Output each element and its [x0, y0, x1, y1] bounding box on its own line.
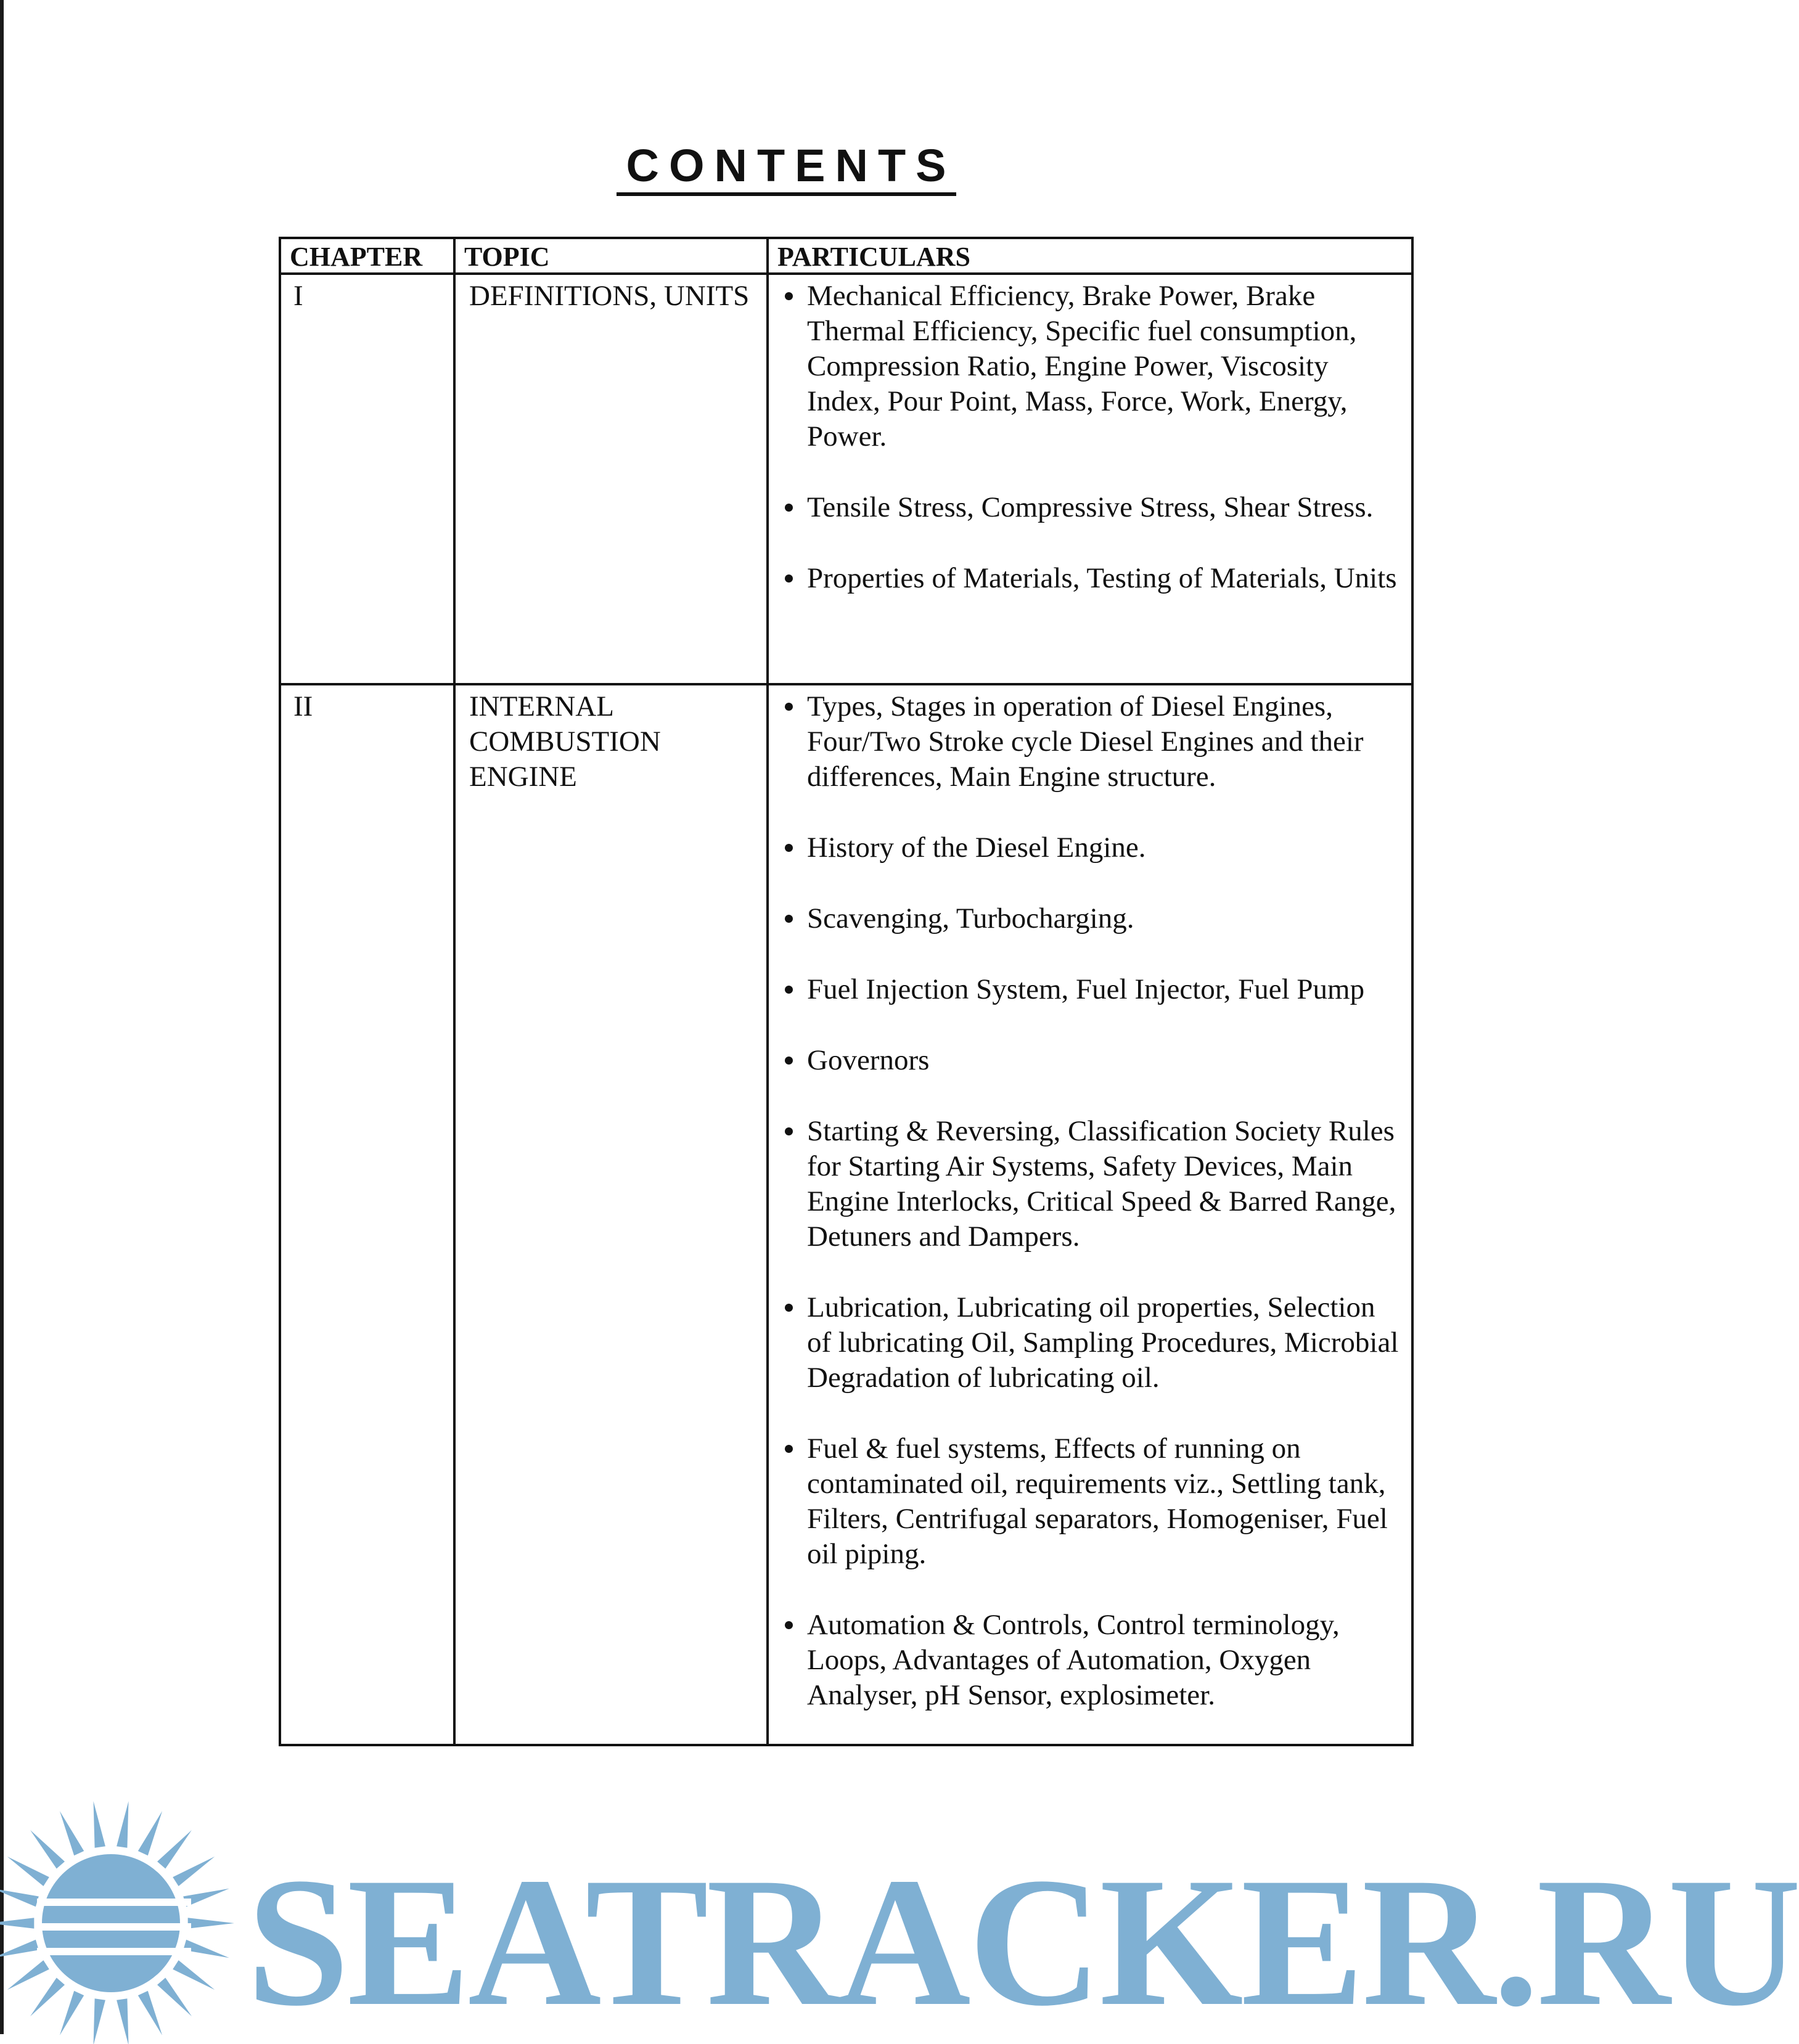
bullet-icon [785, 1445, 793, 1453]
list-item-text: Mechanical Efficiency, Brake Power, Brake Thermal Efficiency, Specific fuel consumption, Compression Ratio, Engine Power, Viscosity Index, Pour Point, Mass, Force, Work, Energy, Power. [807, 280, 1357, 452]
scan-edge [0, 0, 4, 2034]
list-item [781, 901, 1403, 936]
list-item-text: Fuel Injection System, Fuel Injector, Fuel Pump [807, 973, 1365, 1005]
page-title-text: CONTENTS [617, 143, 956, 196]
list-item-text: Automation & Controls, Control terminology, Loops, Advantages of Automation, Oxygen Analyser, pH Sensor, explosimeter. [807, 1609, 1340, 1711]
list-item-text: Properties of Materials, Testing of Materials, Units [807, 562, 1397, 594]
sun-ray [0, 1918, 34, 1928]
sun-ray [60, 1811, 84, 1855]
sun-ray [0, 1940, 39, 1958]
list-item [781, 561, 1403, 596]
particulars-list [781, 689, 1403, 1713]
sun-ray [30, 1978, 65, 2017]
sun-ray [7, 1960, 49, 1990]
bullet-icon [785, 844, 793, 852]
page-title [0, 140, 1572, 196]
sun-ray [30, 1830, 65, 1869]
sun-ray [60, 1991, 84, 2035]
list-item [781, 1431, 1403, 1572]
sun-ray [117, 1801, 128, 1848]
list-item [781, 1114, 1403, 1254]
bullet-icon [785, 703, 793, 711]
sun-ray [138, 1811, 162, 1855]
bullet-icon [785, 1621, 793, 1629]
bullet-icon [785, 1057, 793, 1065]
sun-ray [157, 1978, 192, 2017]
sun-icon [0, 1801, 234, 2044]
list-item [781, 972, 1403, 1007]
list-item [781, 1043, 1403, 1078]
chapter-cell: I [280, 274, 454, 684]
list-item-text: Starting & Reversing, Classification Society Rules for Starting Air Systems, Safety Devices, Main Engine Interlocks, Critical Speed & Barred Range, Detuners and Dampers. [807, 1115, 1396, 1253]
list-item [781, 490, 1403, 525]
header-chapter: CHAPTER [280, 238, 454, 274]
bullet-icon [785, 574, 793, 583]
table-header-row [280, 238, 1412, 274]
header-particulars: PARTICULARS [768, 238, 1412, 274]
bullet-icon [785, 1304, 793, 1312]
list-item [781, 1608, 1403, 1713]
topic-cell: DEFINITIONS, UNITS [454, 274, 768, 684]
sun-ray [117, 1998, 128, 2044]
particulars-cell [768, 274, 1412, 684]
sun-ray [94, 1998, 105, 2044]
table-row [280, 684, 1412, 1745]
list-item-text: History of the Diesel Engine. [807, 832, 1146, 864]
list-item [781, 689, 1403, 795]
table-row [280, 274, 1412, 684]
header-topic: TOPIC [454, 238, 768, 274]
sun-ray [0, 1889, 39, 1907]
list-item [781, 1290, 1403, 1396]
chapter-cell: II [280, 684, 454, 1745]
list-item-text: Types, Stages in operation of Diesel Engines, Four/Two Stroke cycle Diesel Engines and their differences, Main Engine structure. [807, 690, 1364, 793]
list-item-text: Lubrication, Lubricating oil properties, Selection of lubricating Oil, Sampling Procedures, Microbial Degradation of lubricating oil. [807, 1291, 1399, 1394]
sun-ray [157, 1830, 192, 1869]
list-item-text: Fuel & fuel systems, Effects of running on contaminated oil, requirements viz., Settling tank, Filters, Centrifugal separators, Homogeniser, Fuel oil piping. [807, 1433, 1388, 1570]
bullet-icon [785, 915, 793, 923]
list-item [781, 279, 1403, 454]
watermark-text: SEATRACKER.RU [247, 1839, 1799, 2044]
topic-cell: INTERNAL COMBUSTION ENGINE [454, 684, 768, 1745]
contents-table [279, 237, 1414, 1746]
list-item-text: Scavenging, Turbocharging. [807, 902, 1134, 934]
bullet-icon [785, 986, 793, 994]
bullet-icon [785, 292, 793, 300]
list-item-text: Tensile Stress, Compressive Stress, Shear Stress. [807, 491, 1374, 523]
list-item [781, 830, 1403, 865]
sun-ray [94, 1801, 105, 1848]
particulars-list [781, 279, 1403, 596]
sun-ray [173, 1960, 215, 1990]
sun-ray [7, 1857, 49, 1886]
bullet-icon [785, 1127, 793, 1135]
particulars-cell [768, 684, 1412, 1745]
bullet-icon [785, 504, 793, 512]
sun-ray [188, 1918, 234, 1928]
sun-ray [138, 1991, 162, 2035]
list-item-text: Governors [807, 1044, 930, 1076]
sun-ray [173, 1857, 215, 1886]
